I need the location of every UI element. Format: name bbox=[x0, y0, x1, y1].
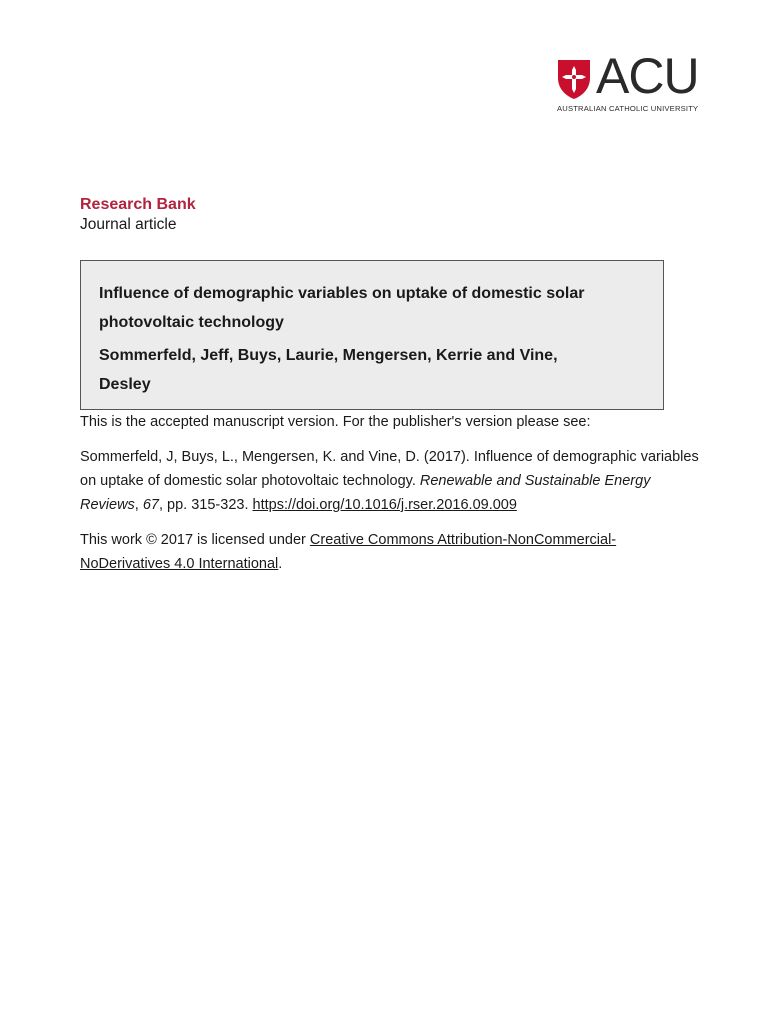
article-title bbox=[99, 279, 645, 337]
version-notice: This is the accepted manuscript version. For the publisher's version please see: bbox=[80, 414, 591, 430]
repository-header bbox=[80, 195, 196, 235]
citation-journal: Renewable and Sustainable Energy Reviews bbox=[80, 473, 651, 513]
citation-volume: 67 bbox=[142, 497, 159, 513]
article-authors-line-2: Desley bbox=[99, 376, 151, 393]
license-link[interactable]: Creative Commons Attribution-NonCommercial-NoDerivatives 4.0 International bbox=[80, 532, 617, 572]
article-authors-line-1: Sommerfeld, Jeff, Buys, Laurie, Mengersen, Kerrie and Vine, bbox=[99, 347, 558, 364]
license-prefix: This work © 2017 is licensed under bbox=[80, 532, 310, 548]
citation bbox=[80, 445, 700, 517]
license-suffix: . bbox=[278, 556, 283, 572]
repository-name: Research Bank bbox=[80, 196, 196, 213]
logo-subline: AUSTRALIAN CATHOLIC UNIVERSITY bbox=[557, 104, 699, 113]
record-box bbox=[80, 260, 664, 410]
acu-logo bbox=[556, 48, 726, 118]
article-title-line-2: photovoltaic technology bbox=[99, 314, 284, 331]
logo-wordmark: ACU bbox=[596, 48, 699, 104]
citation-text: Sommerfeld, J, Buys, L., Mengersen, K. and Vine, D. (2017). Influence of demographic variables on uptake of domestic solar photovoltaic technology. bbox=[80, 449, 699, 489]
article-authors bbox=[99, 341, 645, 399]
citation-separator: , bbox=[134, 497, 143, 513]
doi-link[interactable]: https://doi.org/10.1016/j.rser.2016.09.009 bbox=[252, 497, 517, 513]
citation-pages: , pp. 315-323. bbox=[159, 497, 253, 513]
license-statement bbox=[80, 528, 700, 576]
item-type: Journal article bbox=[80, 216, 177, 233]
acu-shield-cross-icon bbox=[556, 58, 592, 100]
document-body bbox=[80, 410, 700, 576]
article-title-line-1: Influence of demographic variables on uptake of domestic solar bbox=[99, 285, 585, 302]
